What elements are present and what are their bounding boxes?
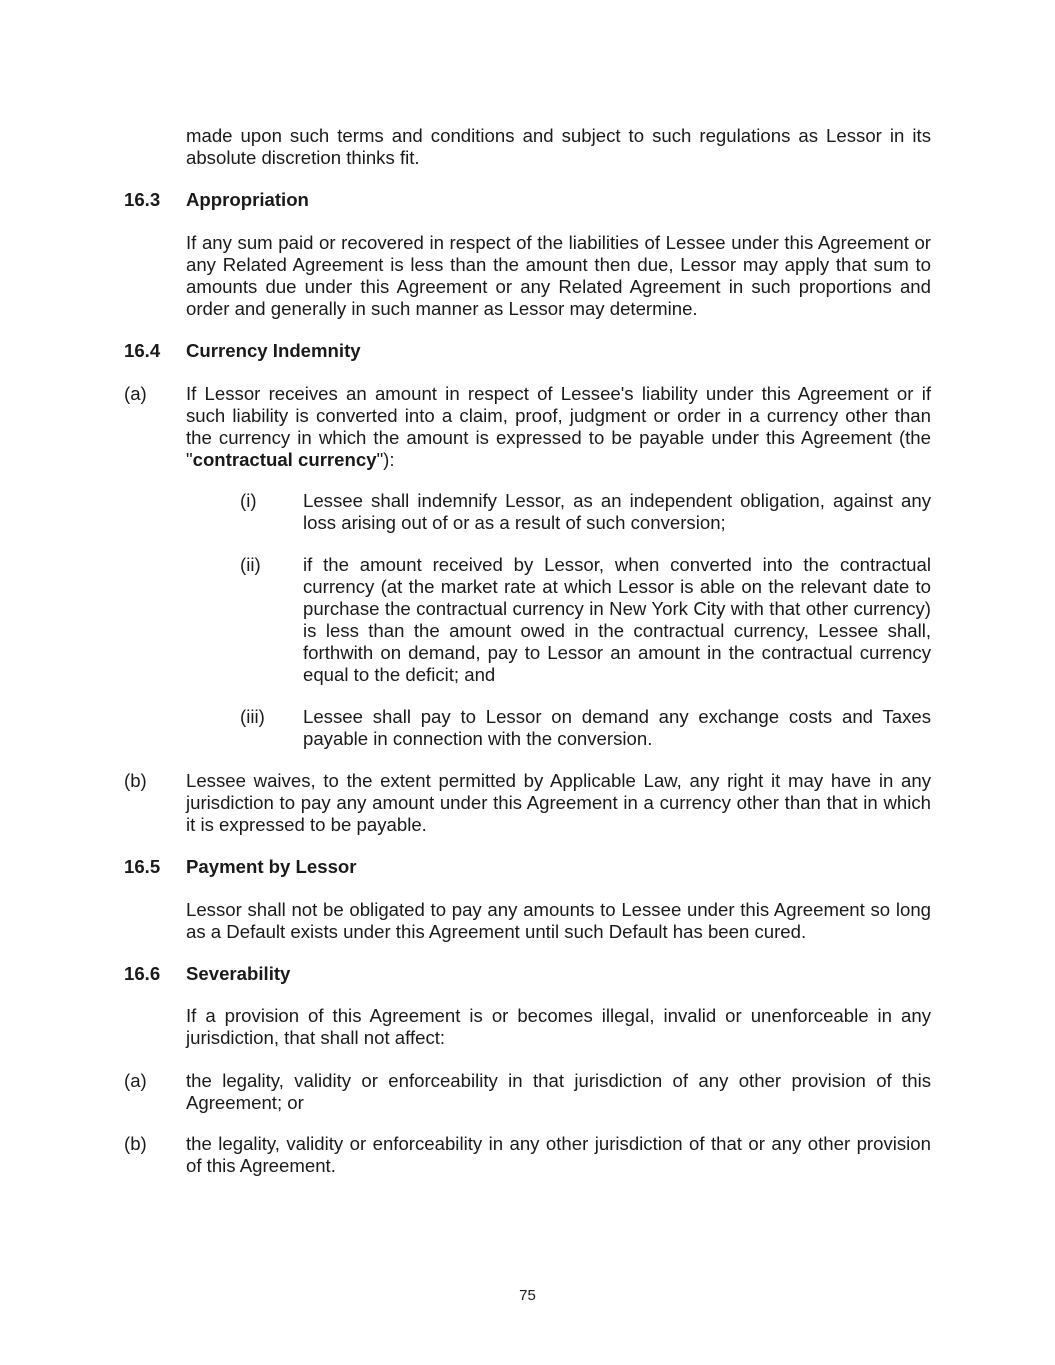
intro-continuation: made upon such terms and conditions and subject to such regulations as Lessor in its absolute discretion thinks fit. xyxy=(186,125,931,168)
section-heading-appropriation: Appropriation xyxy=(186,189,309,210)
severability-label-b: (b) xyxy=(124,1133,147,1154)
subclause-label-i: (i) xyxy=(240,490,257,511)
clause-a-text-end: "): xyxy=(376,449,395,470)
clause-label-a: (a) xyxy=(124,383,147,404)
severability-item-b: the legality, validity or enforceability in any other jurisdiction of that or any other provision of this Agreement. xyxy=(186,1133,931,1176)
clause-a-text: If Lessor receives an amount in respect of Lessee's liability under this Agreement or if such liability is converted into a claim, proof, judgment or order in a currency other than the currency in which the amount is expressed to be payable under this Agreement (the " xyxy=(186,383,931,470)
payment-by-lessor-paragraph: Lessor shall not be obligated to pay any amounts to Lessee under this Agreement so long as a Default exists under this Agreement until such Default has been cured. xyxy=(186,899,931,942)
subclause-label-ii: (ii) xyxy=(240,554,261,575)
severability-label-a: (a) xyxy=(124,1070,147,1091)
section-number-16-4: 16.4 xyxy=(124,340,161,361)
currency-indemnity-clause-a xyxy=(186,383,931,471)
section-number-16-5: 16.5 xyxy=(124,856,161,877)
section-heading-currency-indemnity: Currency Indemnity xyxy=(186,340,361,361)
section-heading-severability: Severability xyxy=(186,963,291,984)
severability-item-a: the legality, validity or enforceability in that jurisdiction of any other provision of this Agreement; or xyxy=(186,1070,931,1113)
appropriation-paragraph: If any sum paid or recovered in respect of the liabilities of Lessee under this Agreement or any Related Agreement is less than the amount then due, Lessor may apply that sum to amounts due under this Agreement or any Related Agreement in such proportions and order and generally in such manner as Lessor may determine. xyxy=(186,232,931,319)
severability-paragraph: If a provision of this Agreement is or becomes illegal, invalid or unenforceable in any jurisdiction, that shall not affect: xyxy=(186,1005,931,1048)
subclause-ii-text: if the amount received by Lessor, when converted into the contractual currency (at the market rate at which Lessor is able on the relevant date to purchase the contractual currency in New York City with that other currency) is less than the amount owed in the contractual currency, Lessee shall, forthwith on demand, pay to Lessor an amount in the contractual currency equal to the deficit; and xyxy=(303,554,931,685)
subclause-i-text: Lessee shall indemnify Lessor, as an independent obligation, against any loss arising out of or as a result of such conversion; xyxy=(303,490,931,533)
section-number-16-6: 16.6 xyxy=(124,963,161,984)
section-heading-payment-by-lessor: Payment by Lessor xyxy=(186,856,357,877)
currency-indemnity-clause-b: Lessee waives, to the extent permitted by Applicable Law, any right it may have in any jurisdiction to pay any amount under this Agreement in a currency other than that in which it is expressed to be payable. xyxy=(186,770,931,835)
subclause-iii-text: Lessee shall pay to Lessor on demand any exchange costs and Taxes payable in connection with the conversion. xyxy=(303,706,931,749)
defined-term-contractual-currency: contractual currency xyxy=(192,449,377,470)
subclause-label-iii: (iii) xyxy=(240,706,265,727)
page-number: 75 xyxy=(519,1287,536,1304)
section-number-16-3: 16.3 xyxy=(124,189,161,210)
clause-label-b: (b) xyxy=(124,770,147,791)
